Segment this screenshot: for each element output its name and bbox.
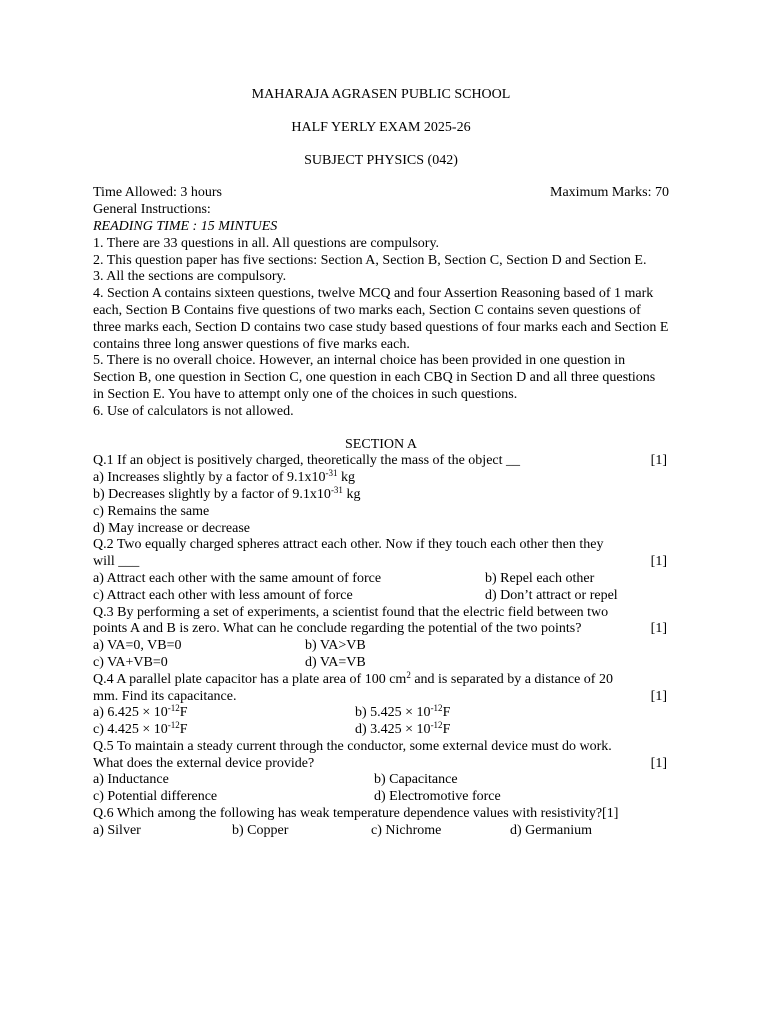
option-a: a) Attract each other with the same amount of force (93, 570, 382, 586)
option-d: d) Germanium (510, 822, 593, 838)
instruction-item: 3. All the sections are compulsory. (93, 269, 287, 285)
question-text: Q.1 If an object is positively charged, theoretically the mass of the object __ (93, 453, 521, 469)
option-d: d) $3.425 \times 10^{-12}F$ (355, 720, 451, 738)
time-allowed: Time Allowed: 3 hours (93, 185, 222, 201)
question-5-cont: What does the external device provide? [1] (93, 755, 667, 771)
option-b: b) Copper (232, 822, 289, 838)
option-b: b) Capacitance (374, 772, 458, 788)
instruction-item: 6. Use of calculators is not allowed. (93, 403, 294, 419)
options-row (93, 823, 669, 840)
question-marks: [1] (650, 755, 667, 771)
options-row (93, 789, 669, 806)
option-a: a) Inductance (93, 772, 169, 788)
instruction-item: 2. This question paper has five sections: Section A, Section B, Section C, Section D and Section E. (93, 252, 647, 268)
question-2: Q.2 Two equally charged spheres attract each other. Now if they touch each other then they (93, 537, 604, 553)
option-c: c) Nichrome (371, 822, 442, 838)
question-marks: [1] (650, 621, 667, 637)
question-paper (93, 87, 669, 840)
question-1 (93, 453, 669, 470)
option-b: b) VA>VB (305, 638, 366, 654)
question-marks: [1] (650, 453, 667, 469)
option-c: c) VA+VB=0 (93, 654, 168, 670)
option-b: b) Decreases slightly by a factor of $9.1x10^{-31}$ kg (93, 484, 361, 502)
option-a: a) Increases slightly by a factor of $9.1x10^{-31}$ kg (93, 468, 355, 486)
question-3-cont: points A and B is zero. What can he conclude regarding the potential of the two points? [1] (93, 621, 667, 637)
option-c: c) $4.425 \times 10^{-12}F$ (93, 720, 188, 738)
option-d: d) VA=VB (305, 654, 366, 670)
options-row (93, 588, 669, 605)
section-a-title: SECTION A (345, 436, 417, 452)
option-c: c) Potential difference (93, 789, 218, 805)
instruction-item: 4. Section A contains sixteen questions, twelve MCQ and four Assertion Reasoning based of 1 mark each, Section B Contains five questions of two marks each, Section C contains seven questions of three marks each, Section D contains two case study based questions of four marks each and Section E contains three long answer questions of five marks each. (93, 286, 669, 352)
subject-title: SUBJECT PHYSICS (042) (304, 152, 458, 168)
question-5: Q.5 To maintain a steady current through the conductor, some external device must do work. (93, 738, 612, 754)
instruction-item: 5. There is no overall choice. However, an internal choice has been provided in one question in Section B, one question in Section C, one question in each CBQ in Section D and all three questions in Section E. You have to attempt only one of the choices in such questions. (93, 353, 656, 402)
options-row (93, 772, 669, 789)
option-d: d) Don’t attract or repel (485, 587, 618, 603)
option-b: b) Repel each other (485, 570, 595, 586)
instruction-item: 1. There are 33 questions in all. All questions are compulsory. (93, 235, 440, 251)
options-row (93, 571, 669, 588)
option-c: c) Attract each other with less amount of force (93, 587, 353, 603)
question-marks: [1] (650, 554, 667, 570)
question-6: Q.6 Which among the following has weak temperature dependence values with resistivity?[1] (93, 806, 619, 822)
option-a: a) Silver (93, 822, 141, 838)
option-d: d) Electromotive force (374, 789, 501, 805)
option-b: b) $5.425 \times 10^{-12}F$ (355, 703, 451, 721)
option-a: a) $6.425 \times 10^{-12}F$ (93, 703, 188, 721)
options-row (93, 655, 669, 672)
option-c: c) Remains the same (93, 503, 210, 519)
question-2-cont: will ___ [1] (93, 554, 667, 570)
question-4: Q.4 A parallel plate capacitor has a plate area of 100 $cm^2$ and is separated by a distance of 20 (93, 669, 613, 687)
exam-meta (93, 185, 669, 202)
options-row (93, 638, 669, 655)
instructions-heading: General Instructions: (93, 202, 211, 218)
option-a: a) VA=0, VB=0 (93, 638, 182, 654)
maximum-marks: Maximum Marks: 70 (550, 185, 669, 201)
question-4-cont: mm. Find its capacitance. [1] (93, 688, 667, 704)
options-row (93, 722, 669, 739)
question-marks: [1] (650, 688, 667, 704)
question-3: Q.3 By performing a set of experiments, a scientist found that the electric field between two (93, 604, 609, 620)
school-name: MAHARAJA AGRASEN PUBLIC SCHOOL (251, 87, 511, 102)
option-d: d) May increase or decrease (93, 520, 251, 536)
reading-time: READING TIME : 15 MINTUES (93, 218, 278, 234)
exam-title: HALF YERLY EXAM 2025-26 (291, 119, 471, 135)
